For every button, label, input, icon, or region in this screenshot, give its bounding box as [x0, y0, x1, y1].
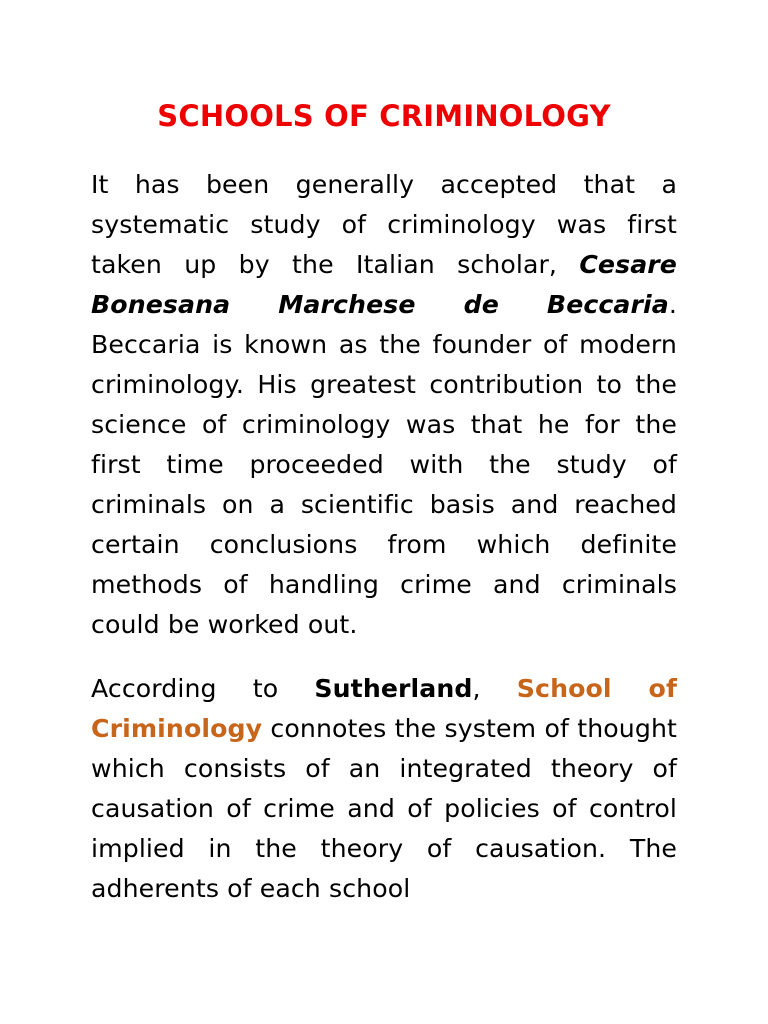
- document-content: [91, 94, 677, 909]
- paragraph-text: . Beccaria is known as the founder of modern criminology. His greatest contribution to the science of criminology was that he for the first time proceeded with the study of criminals on a scientific basis and reached certain conclusions from which definite methods of handling crime and criminals could be worked out.: [91, 290, 677, 639]
- page-title: SCHOOLS OF CRIMINOLOGY: [157, 99, 611, 133]
- paragraph-beccaria: [91, 165, 677, 645]
- paragraph-text: It has been generally accepted that a systematic study of criminology was first taken up by the Italian scholar,: [91, 170, 677, 279]
- paragraph-text: According to: [91, 674, 315, 703]
- paragraph-text: ,: [472, 674, 517, 703]
- emphasized-name-beccaria: Cesare Bonesana Marchese de Beccaria: [91, 250, 677, 319]
- paragraph-sutherland: [91, 669, 677, 909]
- highlighted-term: School of Criminology: [91, 674, 677, 743]
- bold-name-sutherland: Sutherland: [314, 674, 473, 703]
- paragraph-text: connotes the system of thought which consists of an integrated theory of causation of crime and of policies of control implied in the theory of causation. The adherents of each school: [91, 714, 677, 903]
